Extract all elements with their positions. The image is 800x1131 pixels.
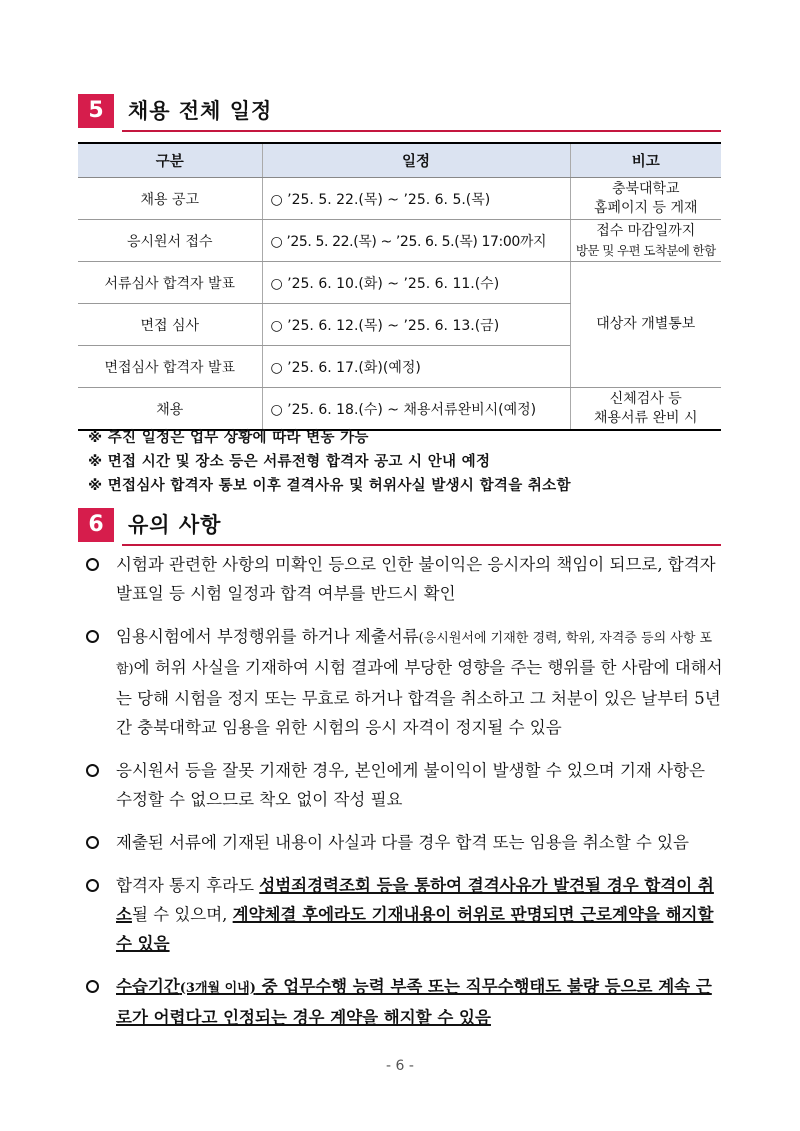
circle-bullet-icon	[86, 879, 99, 892]
row-schedule: ○ ’25. 5. 22.(목) ~ ’25. 6. 5.(목)	[262, 178, 570, 220]
item-text-emphasis: 중 업무수행 능력 부족 또는 직무수행태도 불량 등으로 계속 근로가 어렵다고 인정되는 경우 계약을 해지할 수 있음	[116, 977, 712, 1027]
circle-bullet-icon	[86, 558, 99, 571]
row-schedule: ○ ’25. 6. 18.(수) ~ 채용서류완비시(예정)	[262, 388, 570, 431]
section-6-title: 유의 사항	[128, 513, 222, 537]
row-category: 채용 공고	[78, 178, 262, 220]
item-text-small: (응시원서에 기재한 경력, 학위, 자격증 등의 사항 포함)	[116, 631, 713, 677]
caution-list	[86, 550, 726, 1046]
section-6-underline	[122, 544, 721, 546]
item-text: 합격자 통지 후라도	[116, 876, 260, 895]
item-text-emphasis: 성범죄경력조회 등을 통하여 결격사유가 발견될 경우 합격이 취소	[116, 876, 714, 924]
header-category: 구분	[78, 143, 262, 178]
merged-note: 대상자 개별통보	[570, 262, 721, 388]
circle-bullet-icon	[86, 764, 99, 777]
item-text-emphasis-small: (3개월 이내)	[179, 981, 256, 996]
item-text: 시험과 관련한 사항의 미확인 등으로 인한 불이익은 응시자의 책임이 되므로, 합격자 발표일 등 시험 일정과 합격 여부를 반드시 확인	[116, 555, 716, 603]
item-text-emphasis: 계약체결 후에라도 기재내용이 허위로 판명되면 근로계약을 해지할 수 있음	[116, 905, 714, 953]
table-row	[78, 262, 721, 304]
section-5-title: 채용 전체 일정	[128, 99, 273, 123]
row-schedule: ○ ’25. 6. 17.(화)(예정)	[262, 346, 570, 388]
row-note	[570, 178, 721, 220]
row-category: 채용	[78, 388, 262, 431]
row-note	[570, 388, 721, 431]
row-note	[570, 220, 721, 262]
row-category: 면접 심사	[78, 304, 262, 346]
circle-bullet-icon	[86, 836, 99, 849]
list-item	[86, 972, 726, 1032]
item-text: 될 수 있으며,	[131, 905, 233, 924]
header-note: 비고	[570, 143, 721, 178]
table-row	[78, 388, 721, 431]
section-6-header	[78, 508, 721, 546]
item-text: 임용시험에서 부정행위를 하거나 제출서류	[116, 627, 419, 646]
header-schedule: 일정	[262, 143, 570, 178]
section-5-number: 5	[78, 94, 114, 128]
row-category: 응시원서 접수	[78, 220, 262, 262]
section-5-header	[78, 94, 721, 132]
note-line: 방문 및 우편 도착분에 한함	[575, 242, 716, 258]
note-item: ※ 추진 일정은 업무 상황에 따라 변동 가능	[88, 430, 369, 446]
note-item: ※ 면접심사 합격자 통보 이후 결격사유 및 허위사실 발생시 합격을 취소함	[88, 478, 571, 494]
row-schedule: ○ ’25. 5. 22.(목) ~ ’25. 6. 5.(목) 17:00까지	[262, 220, 570, 262]
row-schedule: ○ ’25. 6. 12.(목) ~ ’25. 6. 13.(금)	[262, 304, 570, 346]
table-header-row	[78, 143, 721, 178]
row-category: 면접심사 합격자 발표	[78, 346, 262, 388]
row-schedule: ○ ’25. 6. 10.(화) ~ ’25. 6. 11.(수)	[262, 262, 570, 304]
page-number: - 6 -	[386, 1058, 414, 1074]
note-line: 신체검사 등	[609, 390, 682, 407]
section-6-number: 6	[78, 508, 114, 542]
list-item	[86, 871, 726, 958]
table-row	[78, 220, 721, 262]
row-category: 서류심사 합격자 발표	[78, 262, 262, 304]
circle-bullet-icon	[86, 630, 99, 643]
note-line: 홈페이지 등 게재	[593, 199, 698, 216]
item-text: 응시원서 등을 잘못 기재한 경우, 본인에게 불이익이 발생할 수 있으며 기재 사항은 수정할 수 없으므로 착오 없이 작성 필요	[116, 761, 705, 809]
item-text-emphasis: 수습기간	[116, 977, 180, 996]
circle-bullet-icon	[86, 980, 99, 993]
item-text: 에 허위 사실을 기재하여 시험 결과에 부당한 영향을 주는 행위를 한 사람에 대해서는 당해 시험을 정지 또는 무효로 하거나 합격을 취소하고 그 처분이 있은 날부터 5년간 충북대학교 임용을 위한 시험의 응시 자격이 정지될 수 있음	[116, 658, 723, 737]
schedule-notes	[88, 426, 571, 498]
item-text: 제출된 서류에 기재된 내용이 사실과 다를 경우 합격 또는 임용을 취소할 수 있음	[116, 833, 689, 852]
list-item	[86, 828, 726, 857]
schedule-table	[78, 142, 721, 431]
list-item	[86, 550, 726, 608]
note-item: ※ 면접 시간 및 장소 등은 서류전형 합격자 공고 시 안내 예정	[88, 454, 491, 470]
note-line: 접수 마감일까지	[596, 222, 696, 239]
section-5-underline	[122, 130, 721, 132]
note-line: 충북대학교	[611, 180, 680, 197]
list-item	[86, 622, 726, 742]
note-line: 채용서류 완비 시	[593, 409, 698, 426]
list-item	[86, 756, 726, 814]
table-row	[78, 178, 721, 220]
